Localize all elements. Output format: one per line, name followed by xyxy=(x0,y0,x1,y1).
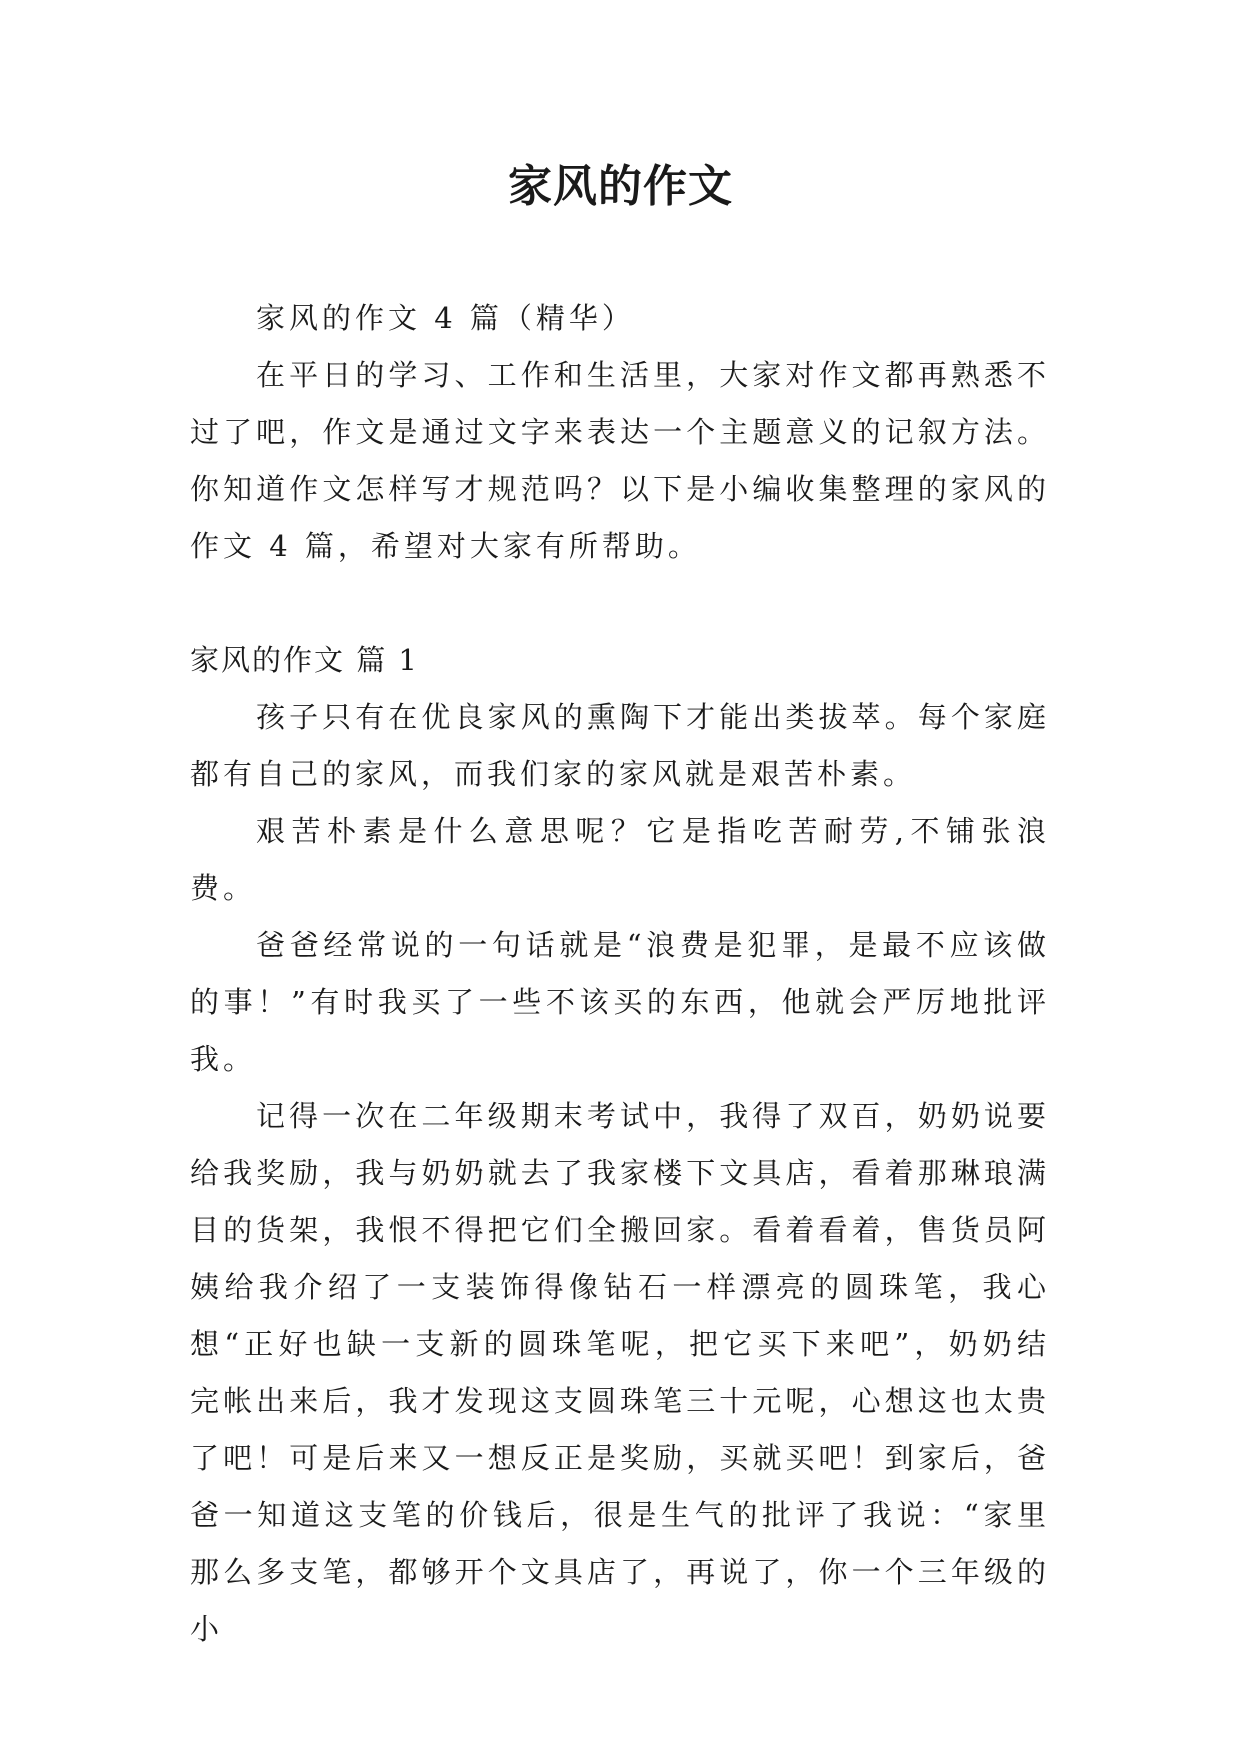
subtitle: 家风的作文 4 篇（精华） xyxy=(256,301,635,335)
body-paragraph: 艰苦朴素是什么意思呢？它是指吃苦耐劳,不铺张浪费。 xyxy=(190,814,1050,905)
body-paragraph: 记得一次在二年级期末考试中，我得了双百，奶奶说要给我奖励，我与奶奶就去了我家楼下文具店，看着那琳琅满目的货架，我恨不得把它们全搬回家。看着看着，售货员阿姨给我介绍了一支装饰得像钻石一样漂亮的圆珠笔，我心想“正好也缺一支新的圆珠笔呢，把它买下来吧”，奶奶结完帐出来后，我才发现这支圆珠笔三十元呢，心想这也太贵了吧！可是后来又一想反正是奖励，买就买吧！到家后，爸爸一知道这支笔的价钱后，很是生气的批评了我说：“家里那么多支笔，都够开个文具店了，再说了，你一个三年级的小 xyxy=(190,1099,1050,1646)
body-paragraph: 孩子只有在优良家风的熏陶下才能出类拔萃。每个家庭都有自己的家风，而我们家的家风就是艰苦朴素。 xyxy=(190,700,1050,791)
document-body xyxy=(190,290,1050,1658)
spacer xyxy=(190,575,1050,632)
intro-paragraph: 在平日的学习、工作和生活里，大家对作文都再熟悉不过了吧，作文是通过文字来表达一个主题意义的记叙方法。你知道作文怎样写才规范吗？以下是小编收集整理的家风的作文 4 篇，希望对大家有所帮助。 xyxy=(190,358,1050,563)
page-title: 家风的作文 xyxy=(508,161,733,212)
body-paragraph: 爸爸经常说的一句话就是“浪费是犯罪，是最不应该做的事！”有时我买了一些不该买的东西，他就会严厉地批评我。 xyxy=(190,928,1050,1076)
section-heading: 家风的作文 篇 1 xyxy=(190,643,419,677)
